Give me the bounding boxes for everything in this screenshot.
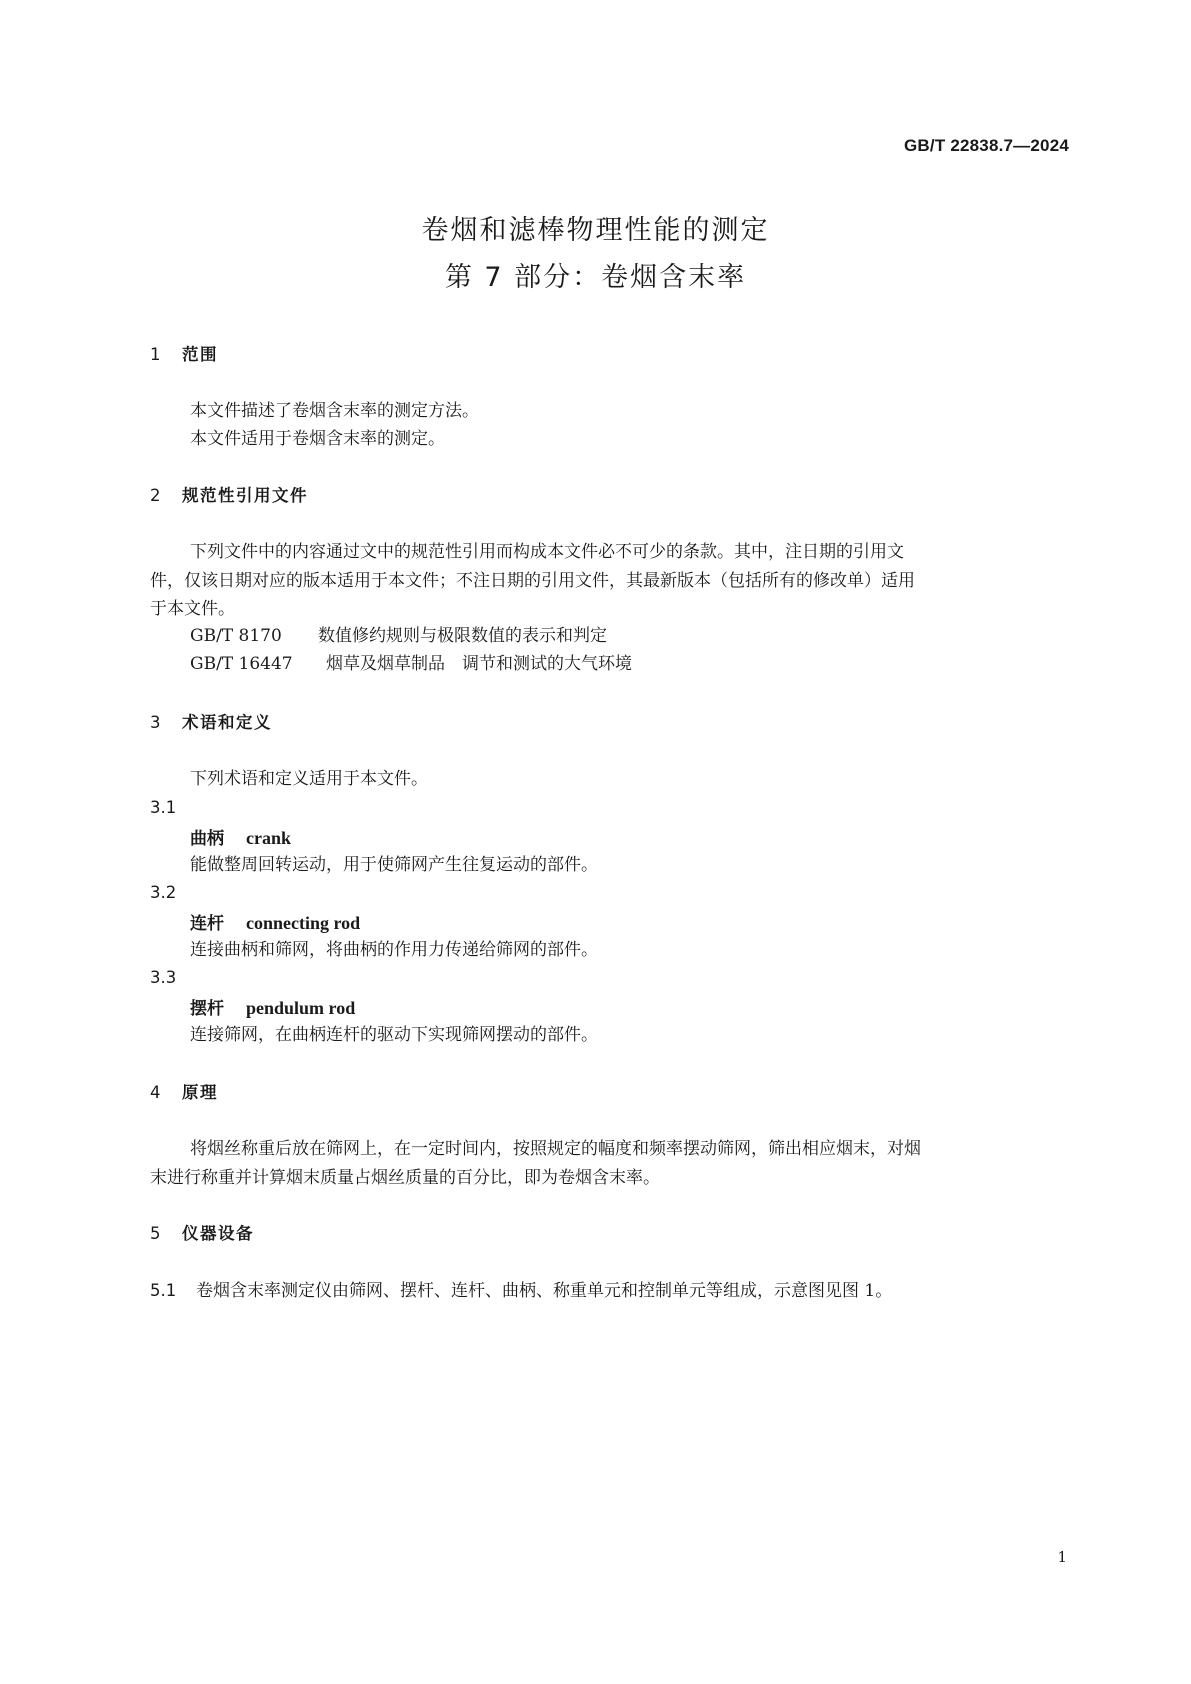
reference-title: 烟草及烟草制品 调节和测试的大气环境: [326, 654, 632, 674]
term-definition: 连接筛网，在曲柄连杆的驱动下实现筛网摆动的部件。: [190, 1025, 598, 1045]
term-number: 3.1: [150, 798, 177, 817]
section-number: 1: [150, 345, 162, 364]
document-title: 卷烟和滤棒物理性能的测定: [421, 215, 770, 246]
term-entry: [190, 909, 360, 934]
section-title: 范围: [182, 345, 218, 364]
reference-code: GB/T 16447: [190, 654, 293, 674]
clause-number: 5.1: [150, 1281, 177, 1300]
references-paragraph-line: 于本文件。: [150, 599, 235, 619]
term-number: 3.3: [150, 968, 177, 987]
term-entry: [190, 994, 355, 1019]
section-title: 仪器设备: [182, 1224, 254, 1243]
clause-text: 卷烟含末率测定仪由筛网、摆杆、连杆、曲柄、称重单元和控制单元等组成，示意图见图 1。: [196, 1281, 893, 1301]
principle-paragraph-line: 末进行称重并计算烟末质量占烟丝质量的百分比，即为卷烟含末率。: [150, 1168, 660, 1188]
section-number: 5: [150, 1224, 162, 1243]
term-en: crank: [246, 828, 291, 848]
term-entry: [190, 824, 291, 849]
section-title: 规范性引用文件: [182, 486, 308, 505]
section-heading-normative-references: [150, 482, 308, 506]
terms-intro: 下列术语和定义适用于本文件。: [190, 769, 428, 789]
section-heading-apparatus: [150, 1220, 254, 1244]
references-paragraph-line: 件，仅该日期对应的版本适用于本文件；不注日期的引用文件，其最新版本（包括所有的修改单）适用: [150, 571, 915, 591]
term-cn: 连杆: [190, 914, 224, 934]
scope-paragraph-2: 本文件适用于卷烟含末率的测定。: [190, 429, 445, 449]
section-heading-scope: [150, 341, 218, 365]
apparatus-clause: [150, 1276, 892, 1301]
section-heading-terms: [150, 709, 272, 733]
reference-item: [190, 622, 607, 650]
section-heading-principle: [150, 1079, 218, 1103]
section-number: 3: [150, 713, 162, 732]
reference-code: GB/T 8170: [190, 626, 282, 646]
term-definition: 连接曲柄和筛网，将曲柄的作用力传递给筛网的部件。: [190, 940, 598, 960]
page-number: 1: [1057, 1548, 1067, 1566]
section-title: 术语和定义: [182, 713, 272, 732]
reference-title: 数值修约规则与极限数值的表示和判定: [318, 626, 607, 646]
section-title: 原理: [182, 1083, 218, 1102]
document-subtitle: 第 7 部分：卷烟含末率: [444, 262, 747, 293]
principle-paragraph-line: 将烟丝称重后放在筛网上，在一定时间内，按照规定的幅度和频率摆动筛网，筛出相应烟末，对烟: [190, 1139, 921, 1159]
scope-paragraph-1: 本文件描述了卷烟含末率的测定方法。: [190, 401, 479, 421]
term-en: pendulum rod: [246, 998, 356, 1018]
section-number: 2: [150, 486, 162, 505]
term-definition: 能做整周回转运动，用于使筛网产生往复运动的部件。: [190, 855, 598, 875]
reference-item: [190, 650, 632, 678]
term-en: connecting rod: [246, 913, 361, 933]
section-number: 4: [150, 1083, 162, 1102]
term-cn: 曲柄: [190, 829, 224, 849]
term-cn: 摆杆: [190, 999, 224, 1019]
standard-code: GB/T 22838.7—2024: [904, 136, 1069, 155]
term-number: 3.2: [150, 883, 177, 902]
references-paragraph-line: 下列文件中的内容通过文中的规范性引用而构成本文件必不可少的条款。其中，注日期的引用文: [190, 542, 904, 562]
